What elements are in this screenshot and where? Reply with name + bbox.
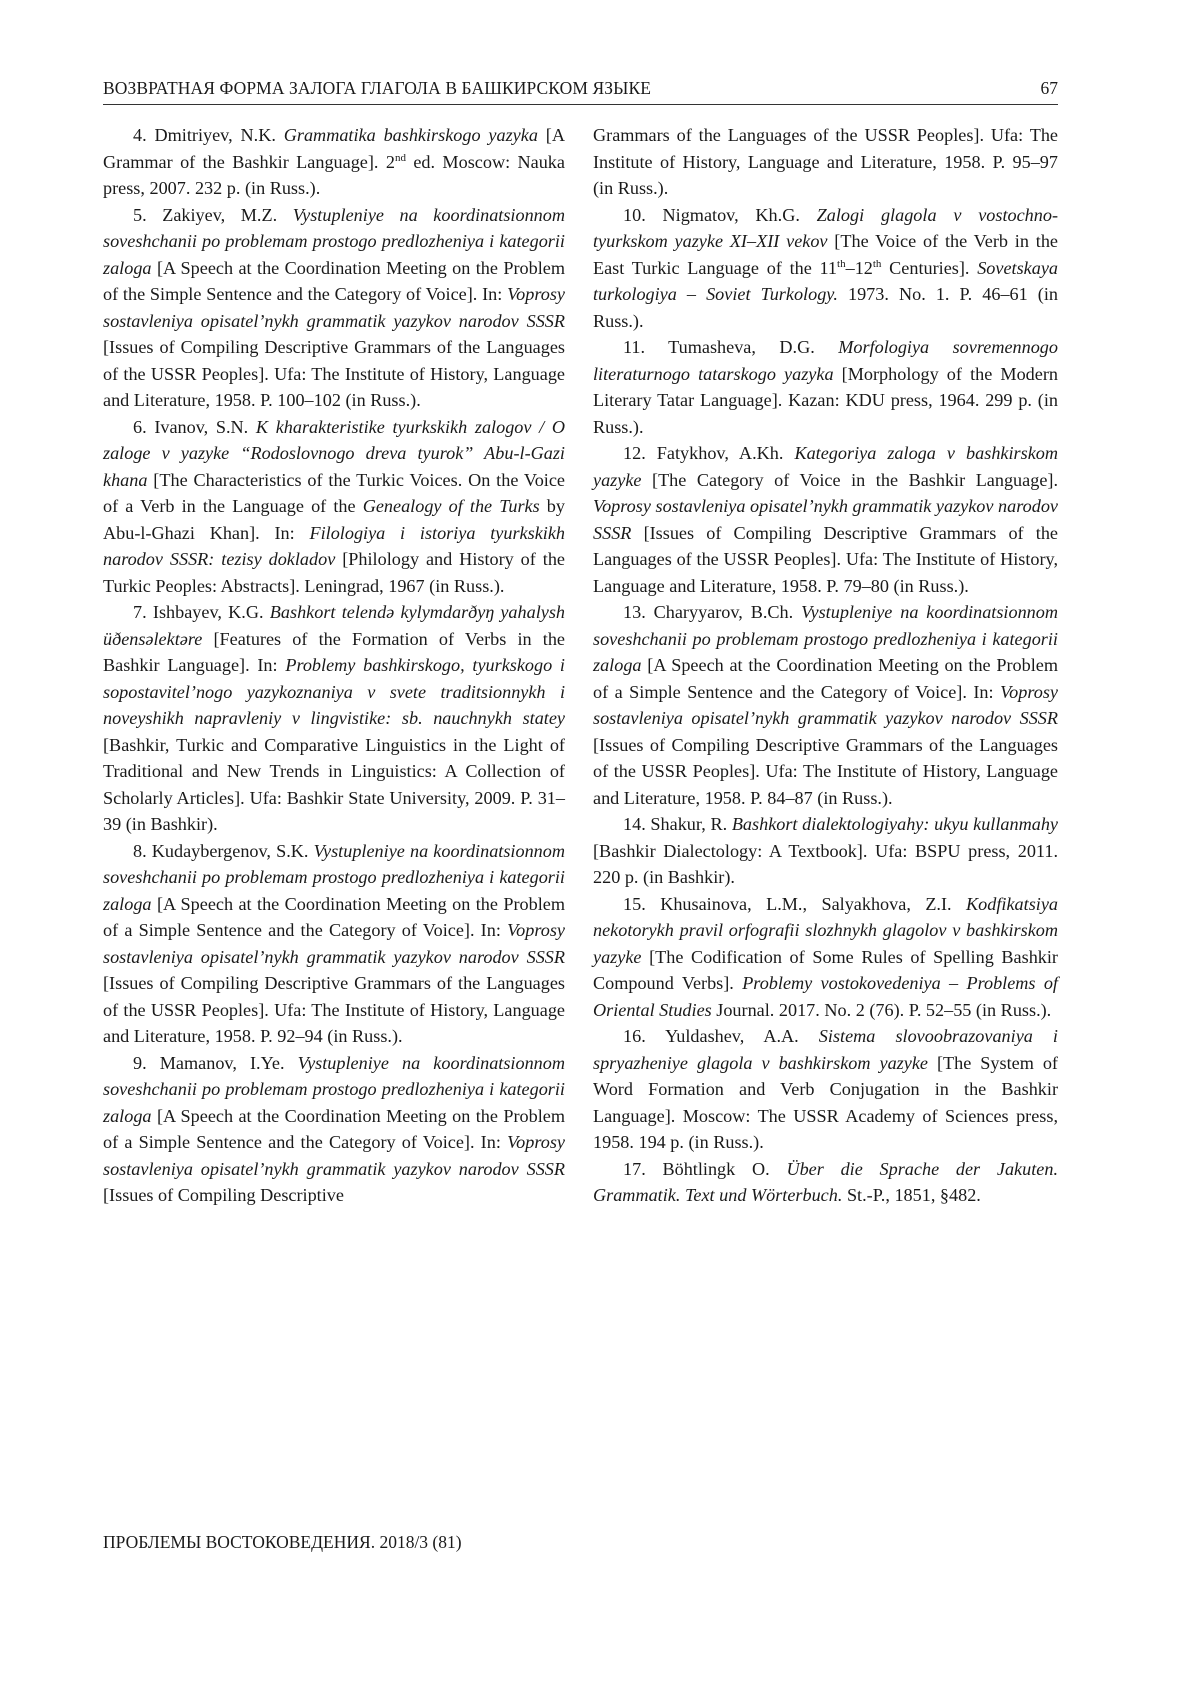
reference-item: 11. Tumasheva, D.G. Morfologiya sovremennogo literaturnogo tatarskogo yazyka [Morphology of the Modern Literary Tatar Language]. Kazan: KDU press, 1964. 299 p. (in Russ.). [593, 337, 1058, 437]
reference-item: 6. Ivanov, S.N. K kharakteristike tyurkskikh zalogov / O zaloge v yazyke “Rodoslovnogo dreva tyurok” Abu-l-Gazi khana [The Characteristics of the Turkic Voices. On the Voice of a Verb in the Language of the Genealogy of the Turks by Abu-l-Ghazi Khan]. In: Filologiya i istoriya tyurkskikh narodov SSSR: tezisy dokladov [Philology and History of the Turkic Peoples: Abstracts]. Leningrad, 1967 (in Russ.). [103, 416, 565, 596]
reference-item: 13. Charyyarov, B.Ch. Vystupleniye na koordinatsionnom soveshchanii po problemam prostogo predlozheniya i kategorii zaloga [A Speech at the Coordination Meeting on the Problem of a Simple Sentence and the Category of Voice]. In: Voprosy sostavleniya opisatel’nykh grammatik yazykov narodov SSSR [Issues of Compiling Descriptive Grammars of the Languages of the USSR Peoples]. Ufa: The Institute of History, Language and Literature, 1958. P. 84–87 (in Russ.). [593, 602, 1058, 808]
reference-item: 7. Ishbayev, K.G. Bashkort telendə kylymdarðyŋ yahalysh üðensəlektəre [Features of the Formation of Verbs in the Bashkir Language]. In: Problemy bashkirskogo, tyurkskogo i sopostavitel’nogo yazykoznaniya v svete traditsionnykh i noveyshikh napravleniy v lingvistike: sb. nauchnykh statey [Bashkir, Turkic and Comparative Linguistics in the Light of Traditional and New Trends in Linguistics: A Collection of Scholarly Articles]. Ufa: Bashkir State University, 2009. P. 31–39 (in Bashkir). [103, 602, 565, 834]
reference-item: 17. Böhtlingk O. Über die Sprache der Jakuten. Grammatik. Text und Wörterbuch. St.-P., 1851, §482. [593, 1158, 1058, 1205]
reference-item: 14. Shakur, R. Bashkort dialektologiyahy: ukyu kullanmahy [Bashkir Dialectology: A Textbook]. Ufa: BSPU press, 2011. 220 p. (in Bashkir). [593, 814, 1058, 887]
reference-item-continued: Grammars of the Languages of the USSR Peoples]. Ufa: The Institute of History, Language and Literature, 1958. P. 95–97 (in Russ.). [593, 125, 1058, 198]
reference-item: 15. Khusainova, L.M., Salyakhova, Z.I. Kodfikatsiya nekotorykh pravil orfografii slozhnykh glagolov v bashkirskom yazyke [The Codification of Some Rules of Spelling Bashkir Compound Verbs]. Problemy vostokovedeniya – Problems of Oriental Studies Journal. 2017. No. 2 (76). P. 52–55 (in Russ.). [593, 893, 1058, 1020]
page-number: 67 [1040, 78, 1058, 98]
reference-item: 12. Fatykhov, A.Kh. Kategoriya zaloga v bashkirskom yazyke [The Category of Voice in the Bashkir Language]. Voprosy sostavleniya opisatel’nykh grammatik yazykov narodov SSSR [Issues of Compiling Descriptive Grammars of the Languages of the USSR Peoples]. Ufa: The Institute of History, Language and Literature, 1958. P. 79–80 (in Russ.). [593, 443, 1058, 596]
journal-footer: ПРОБЛЕМЫ ВОСТОКОВЕДЕНИЯ. 2018/3 (81) [103, 1532, 462, 1552]
references-column-right [593, 122, 1058, 1209]
running-header [103, 76, 1058, 105]
reference-item: 8. Kudaybergenov, S.K. Vystupleniye na koordinatsionnom soveshchanii po problemam prostogo predlozheniya i kategorii zaloga [A Speech at the Coordination Meeting on the Problem of a Simple Sentence and the Category of Voice]. In: Voprosy sostavleniya opisatel’nykh grammatik yazykov narodov SSSR [Issues of Compiling Descriptive Grammars of the Languages of the USSR Peoples]. Ufa: The Institute of History, Language and Literature, 1958. P. 92–94 (in Russ.). [103, 840, 565, 1046]
reference-item: 10. Nigmatov, Kh.G. Zalogi glagola v vostochno-tyurkskom yazyke XI–XII vekov [The Voice of the Verb in the East Turkic Language of the 11th–12th Centuries]. Sovetskaya turkologiya – Soviet Turkology. 1973. No. 1. P. 46–61 (in Russ.). [593, 204, 1058, 331]
reference-item: 5. Zakiyev, M.Z. Vystupleniye na koordinatsionnom soveshchanii po problemam prostogo predlozheniya i kategorii zaloga [A Speech at the Coordination Meeting on the Problem of the Simple Sentence and the Category of Voice]. In: Voprosy sostavleniya opisatel’nykh grammatik yazykov narodov SSSR [Issues of Compiling Descriptive Grammars of the Languages of the USSR Peoples]. Ufa: The Institute of History, Language and Literature, 1958. P. 100–102 (in Russ.). [103, 204, 565, 410]
references-column-left [103, 122, 565, 1209]
reference-item: 4. Dmitriyev, N.K. Grammatika bashkirskogo yazyka [A Grammar of the Bashkir Language]. 2nd ed. Moscow: Nauka press, 2007. 232 p. (in Russ.). [103, 125, 565, 198]
reference-item: 16. Yuldashev, A.A. Sistema slovoobrazovaniya i spryazheniye glagola v bashkirskom yazyke [The System of Word Formation and Verb Conjugation in the Bashkir Language]. Moscow: The USSR Academy of Sciences press, 1958. 194 p. (in Russ.). [593, 1026, 1058, 1152]
header-title: ВОЗВРАТНАЯ ФОРМА ЗАЛОГА ГЛАГОЛА В БАШКИРСКОМ ЯЗЫКЕ [103, 78, 652, 98]
reference-item: 9. Mamanov, I.Ye. Vystupleniye na koordinatsionnom soveshchanii po problemam prostogo predlozheniya i kategorii zaloga [A Speech at the Coordination Meeting on the Problem of a Simple Sentence and the Category of Voice]. In: Voprosy sostavleniya opisatel’nykh grammatik yazykov narodov SSSR [Issues of Compiling Descriptive [103, 1052, 565, 1205]
